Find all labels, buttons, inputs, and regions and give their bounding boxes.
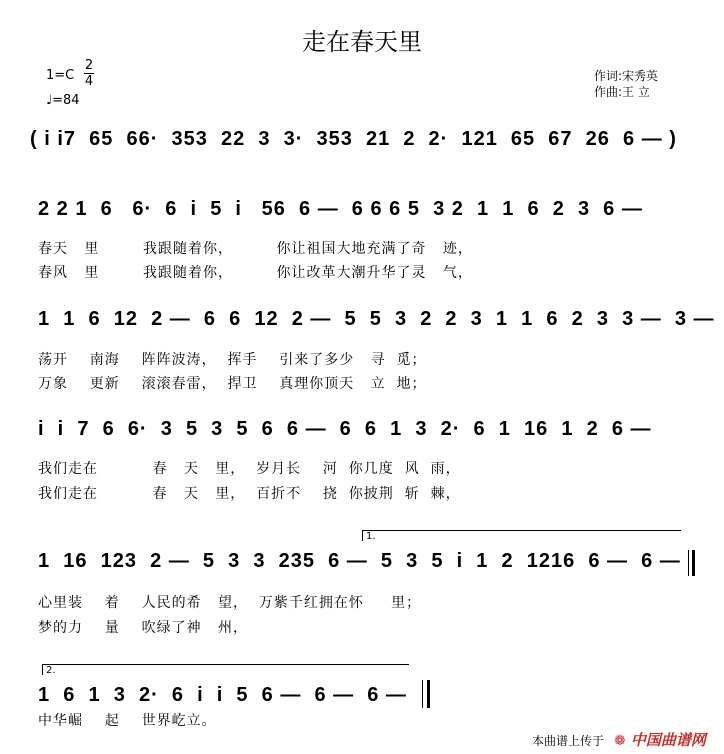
time-signature-bottom: 4	[84, 74, 94, 89]
lyricist-credit: 作词:宋秀英	[594, 69, 659, 83]
score-row-intro: ( i i7 65 66· 353 22 3 3· 353 21 2 2· 121 65 67 26 6 — )	[30, 128, 677, 150]
site-logo-text: 中国曲谱网	[630, 731, 706, 749]
volta-bracket-2	[42, 664, 409, 675]
final-barline-thin	[422, 680, 423, 708]
repeat-barline-thick	[692, 550, 695, 576]
upload-note: 本曲谱上传于	[532, 734, 605, 748]
volta-bracket-1	[362, 530, 681, 541]
composer-credit: 作曲:王 立	[594, 85, 650, 99]
score-row-5-notes: 1 6 1 3 2· 6 i i 5 6 — 6 — 6 —	[38, 684, 407, 706]
score-row-4-notes: 1 16 123 2 — 5 3 3 235 6 — 5 3 5 i 1 2 1216 6 — 6 —	[38, 550, 681, 572]
score-row-4-lyrics-verse-2: 梦的力 量 吹绿了神 州，	[38, 620, 248, 636]
score-row-5-lyrics-verse-1: 中华崛 起 世界屹立。	[38, 713, 217, 729]
score-row-1-notes: 2 2 1 6 6· 6 i 5 i 56 6 — 6 6 6 5 3 2 1 1 6 2 3 6 —	[38, 198, 643, 220]
score-row-3-lyrics-verse-2: 我们走在 春 天 里， 百折不 挠 你披荆 斩 棘，	[38, 486, 461, 502]
repeat-barline-thin	[688, 550, 689, 576]
score-row-2-notes: 1 1 6 12 2 — 6 6 12 2 — 5 5 3 2 2 3 1 1 6 2 3 3 — 3 —	[38, 308, 715, 330]
tempo-value: =84	[52, 93, 80, 108]
final-barline-thick	[427, 680, 430, 708]
site-logo[interactable]	[614, 729, 706, 750]
volta-label-1: 1.	[366, 531, 376, 542]
score-row-3-lyrics-verse-1: 我们走在 春 天 里， 岁月长 河 你几度 风 雨，	[38, 461, 461, 477]
tempo-marking	[46, 93, 80, 108]
score-row-3-notes: i i 7 6 6· 3 5 3 5 6 6 — 6 6 1 3 2· 6 1 16 1 2 6 —	[38, 418, 652, 440]
page-title: 走在春天里	[302, 28, 422, 56]
score-row-2-lyrics-verse-1: 荡开 南海 阵阵波涛， 挥手 引来了多少 寻 觅；	[38, 352, 427, 368]
quarter-note-icon: ♩	[46, 93, 53, 108]
key-signature: 1=C	[46, 68, 75, 83]
volta-label-2: 2.	[46, 665, 56, 676]
time-signature	[84, 58, 94, 89]
score-row-2-lyrics-verse-2: 万象 更新 滚滚春雷， 捍卫 真理你顶天 立 地；	[38, 376, 427, 392]
score-row-1-lyrics-verse-1: 春天 里 我跟随着你， 你让祖国大地充满了奇 迹，	[38, 241, 473, 257]
site-logo-icon: ❁	[614, 733, 626, 749]
score-row-4-lyrics-verse-1: 心里装 着 人民的希 望， 万紫千红拥在怀 里；	[38, 595, 422, 611]
time-signature-top: 2	[84, 58, 94, 73]
score-row-1-lyrics-verse-2: 春风 里 我跟随着你， 你让改革大潮升华了灵 气，	[38, 265, 473, 281]
